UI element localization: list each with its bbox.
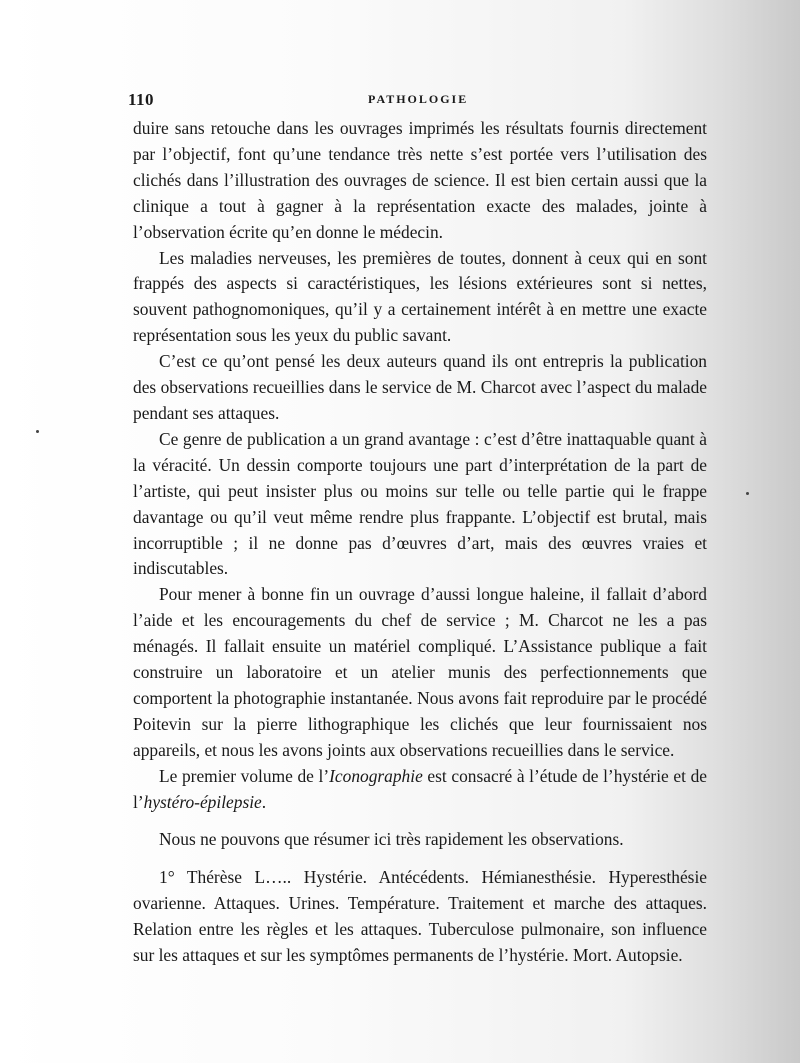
paragraph-1: duire sans retouche dans les ouvrages imprimés les résultats fournis directement par l’objectif, font qu’une tendance très nette s’est portée vers l’utilisation des clichés dans l’illustration des ouvrages de science. Il est bien certain aussi que la clinique a tout à gagner à la représentation exacte des malades, jointe à l’observation écrite qu’en donne le médecin. bbox=[133, 118, 707, 242]
paper-speck bbox=[746, 492, 749, 495]
body-text bbox=[133, 116, 707, 969]
hystero-epilepsie-term: hystéro-épilepsie bbox=[143, 791, 262, 812]
paragraph-6-text-2: est consacré à l’étude de l’hystérie et de l’ bbox=[133, 765, 707, 812]
paragraph-6-text-3: . bbox=[261, 791, 267, 812]
paragraph-5: Pour mener à bonne fin un ouvrage d’aussi longue haleine, il fallait d’abord l’aide et les encouragements du chef de service ; M. Charcot ne les a pas ménagés. Il fallait ensuite un matériel compliqué. L’Assistance publique a fait construire un laboratoire et un atelier munis des perfectionnements que comportent la photographie instantanée. Nous avons fait reproduire par le procédé Poitevin sur la pierre lithographique les clichés que leur fournissaient nos appareils, et nous les avons joints aux observations recueillies dans le service. bbox=[133, 584, 707, 760]
running-title: PATHOLOGIE bbox=[368, 92, 469, 106]
paragraph-7: Nous ne pouvons que résumer ici très rapidement les observations. bbox=[159, 829, 624, 850]
page-number: 110 bbox=[128, 90, 155, 109]
paragraph-3: C’est ce qu’ont pensé les deux auteurs quand ils ont entrepris la publication des observations recueillies dans le service de M. Charcot avec l’aspect du malade pendant ses attaques. bbox=[133, 351, 707, 423]
paragraph-6-text-1: Le premier volume de l’ bbox=[159, 765, 330, 786]
paper-speck bbox=[36, 430, 39, 433]
observation-1: 1° Thérèse L….. Hystérie. Antécédents. Hémianesthésie. Hyperesthésie ovarienne. Attaques. Urines. Température. Traitement et marche des attaques. Relation entre les règles et les attaques. Tuberculose pulmonaire, son influence sur les attaques et sur les symptômes permanents de l’hystérie. Mort. Autopsie. bbox=[133, 867, 707, 966]
page-header bbox=[128, 84, 706, 114]
paragraph-6 bbox=[133, 764, 707, 816]
iconographie-title: Iconographie bbox=[329, 765, 423, 786]
paragraph-2: Les maladies nerveuses, les premières de toutes, donnent à ceux qui en sont frappés des aspects si caractéristiques, les lésions extérieures sont si nettes, souvent pathognomoniques, qu’il y a certainement intérêt à en mettre une exacte représentation sous les yeux du public savant. bbox=[133, 247, 707, 346]
paragraph-4: Ce genre de publication a un grand avantage : c’est d’être inattaquable quant à la véracité. Un dessin comporte toujours une part d’interprétation de la part de l’artiste, qui peut insister plus ou moins sur telle ou telle partie qui le frappe davantage ou qu’il veut même rendre plus frappante. L’objectif est brutal, mais incorruptible ; il ne donne pas d’œuvres d’art, mais des œuvres vraies et indiscutables. bbox=[133, 428, 707, 579]
